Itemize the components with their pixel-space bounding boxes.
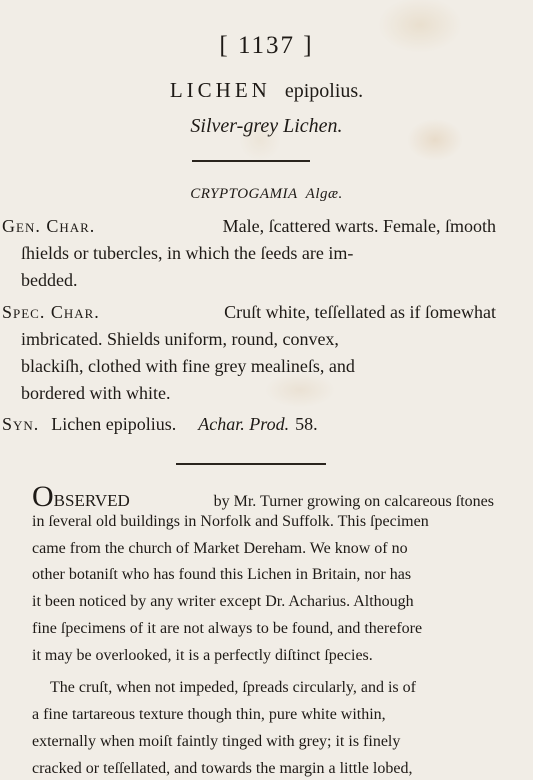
body-text: externally when moiſt faintly tinged with grey; it is finely bbox=[32, 733, 401, 750]
spec-char-label: Spec. Char. bbox=[2, 302, 100, 322]
body-line-5 bbox=[32, 593, 494, 611]
divider-rule bbox=[192, 160, 310, 162]
body-line-7 bbox=[32, 647, 373, 665]
body-line-2 bbox=[32, 513, 494, 531]
spec-char-line-4 bbox=[21, 383, 170, 404]
body-text: The cruſt, when not impeded, ſpreads circularly, and is of bbox=[50, 679, 416, 696]
divider-rule bbox=[176, 463, 326, 465]
gen-char-text: bedded. bbox=[21, 270, 78, 290]
classification bbox=[0, 186, 533, 203]
body-line-1 bbox=[32, 482, 494, 512]
drop-cap: O bbox=[32, 480, 54, 513]
spec-char-text: Cruſt white, teſſellated as if ſomewhat bbox=[224, 302, 496, 322]
synonym-line bbox=[2, 414, 318, 435]
body-text: came from the church of Market Dereham. We know of no bbox=[32, 540, 408, 557]
syn-text: Lichen epipolius. bbox=[51, 414, 177, 434]
spec-char-text: imbricated. Shields uniform, round, convex, bbox=[21, 329, 339, 349]
body-text: a fine tartareous texture though thin, pure white within, bbox=[32, 706, 386, 723]
spec-char-line-3 bbox=[21, 356, 496, 377]
body-text: cracked or teſſellated, and towards the margin a little lobed, bbox=[32, 760, 413, 777]
body-line-3 bbox=[32, 540, 494, 558]
common-name: Silver-grey Lichen. bbox=[190, 115, 343, 137]
body-line-9 bbox=[32, 706, 502, 724]
body-line-11 bbox=[32, 760, 502, 778]
genus-name: LICHEN bbox=[169, 78, 271, 102]
syn-ref-page: 58. bbox=[295, 414, 318, 434]
order-name: Algæ. bbox=[305, 186, 343, 202]
spec-char-text: bordered with white. bbox=[21, 383, 171, 403]
body-text: it been noticed by any writer except Dr. Acharius. Although bbox=[32, 593, 414, 610]
page-number: [ 1137 ] bbox=[219, 32, 314, 59]
body-line-6 bbox=[32, 620, 494, 638]
class-name: CRYPTOGAMIA bbox=[190, 186, 298, 202]
gen-char-line-3 bbox=[21, 270, 77, 291]
body-text: other botaniſt who has found this Lichen in Britain, nor has bbox=[32, 566, 412, 583]
gen-char-line-1 bbox=[2, 216, 496, 237]
gen-char-text: Male, ſcattered warts. Female, ſmooth bbox=[222, 216, 496, 236]
spec-char-line-2 bbox=[21, 329, 496, 350]
body-line-8 bbox=[50, 679, 502, 697]
body-text: it may be overlooked, it is a perfectly diſtinct ſpecies. bbox=[32, 647, 373, 664]
body-text: in ſeveral old buildings in Norfolk and Suffolk. This ſpecimen bbox=[32, 513, 429, 530]
species-title bbox=[0, 78, 533, 103]
syn-label: Syn. bbox=[2, 414, 40, 434]
gen-char-text: ſhields or tubercles, in which the ſeeds are im- bbox=[21, 243, 354, 263]
gen-char-label: Gen. Char. bbox=[2, 216, 96, 236]
body-text: fine ſpecimens of it are not always to be found, and therefore bbox=[32, 620, 423, 637]
opening-word: BSERVED bbox=[53, 491, 130, 510]
body-text: by Mr. Turner growing on calcareous ſtones bbox=[213, 493, 494, 510]
body-line-4 bbox=[32, 566, 494, 584]
spec-char-text: blackiſh, clothed with fine grey mealineſs, and bbox=[21, 356, 355, 376]
body-line-10 bbox=[32, 733, 502, 751]
gen-char-line-2 bbox=[21, 243, 496, 264]
spec-char-line-1 bbox=[2, 302, 496, 323]
species-name: epipolius. bbox=[284, 80, 364, 102]
syn-ref-author: Achar. Prod. bbox=[198, 414, 290, 434]
